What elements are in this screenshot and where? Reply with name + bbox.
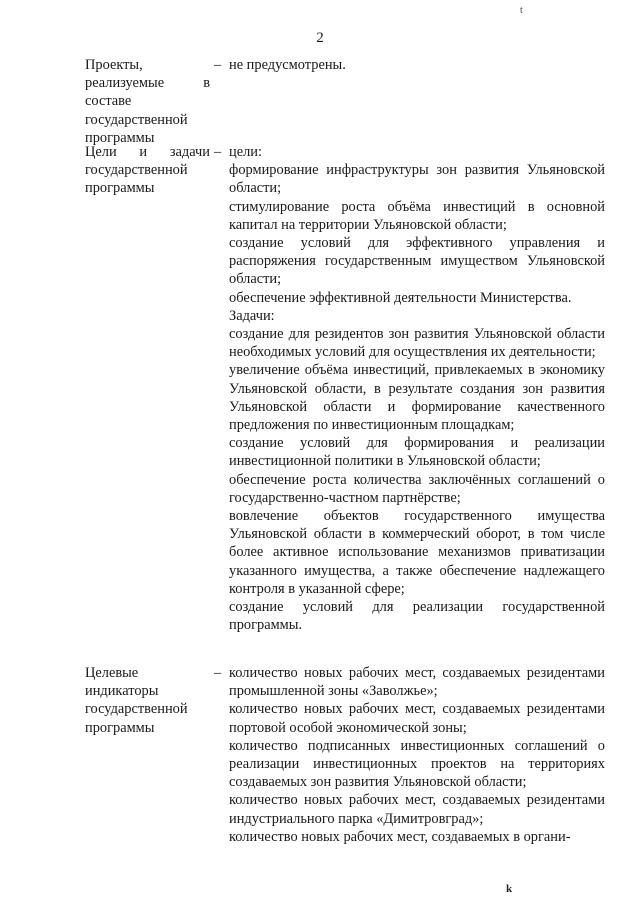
list-item: создание условий для реализации государственной программы. xyxy=(229,599,605,634)
list-item: количество новых рабочих мест, создаваемых резидентами индустриального парка «Димитровград»; xyxy=(229,792,605,827)
row-label: Целевые индикаторы государственной программы xyxy=(85,665,188,736)
row-dash: – xyxy=(214,57,222,73)
list-item: обеспечение эффективной деятельности Министерства. xyxy=(229,289,572,306)
list-item: создание условий для формирования и реализации инвестиционной политики в Ульяновской области; xyxy=(229,435,605,470)
bottom-mark: k xyxy=(506,883,513,895)
list-item: цели: xyxy=(229,144,262,160)
list-item: не предусмотрены. xyxy=(229,57,346,73)
row-content xyxy=(229,56,605,74)
list-item: увеличение объёма инвестиций, привлекаемых в экономику Ульяновской области, в результате создания зон развития Ульяновской области и формирование качественного предложения по инвестиционным площадкам; xyxy=(229,362,605,434)
list-item: количество подписанных инвестиционных соглашений о реализации инвестиционных проектов на территориях создаваемых зон развития Ульяновской области; xyxy=(229,737,605,791)
row-label: Проекты, реализуемые в составе государственной программы xyxy=(85,57,210,146)
list-item: стимулирование роста объёма инвестиций в основной капитал на территории Ульяновской области; xyxy=(229,198,605,233)
list-item: вовлечение объектов государственного имущества Ульяновской области в коммерческий оборот, в том числе более активное использование механизмов приватизации указанного имущества, а также обеспечение надлежащего контроля в указанной сфере; xyxy=(229,508,605,597)
list-item: формирование инфраструктуры зон развития Ульяновской области; xyxy=(229,162,605,197)
row-dash: – xyxy=(214,144,222,160)
row-dash: – xyxy=(214,665,222,681)
row-content xyxy=(229,143,605,634)
list-item: количество новых рабочих мест, создаваемых в органи- xyxy=(229,828,571,845)
list-item: создание для резидентов зон развития Ульяновской области необходимых условий для осуществления их деятельности; xyxy=(229,326,605,361)
page-number: 2 xyxy=(316,30,324,46)
row-content xyxy=(229,664,605,846)
list-item: Задачи: xyxy=(229,307,275,324)
list-item: количество новых рабочих мест, создаваемых резидентами портовой особой экономической зоны; xyxy=(229,701,605,736)
row-label: Цели и задачи государственной программы xyxy=(85,144,210,197)
list-item: количество новых рабочих мест, создаваемых резидентами промышленной зоны «Заволжье»; xyxy=(229,665,605,700)
list-item: создание условий для эффективного управления и распоряжения государственным имуществом Ульяновской области; xyxy=(229,235,605,288)
list-item: обеспечение роста количества заключённых соглашений о государственно-частном партнёрстве; xyxy=(229,471,605,506)
corner-mark: t xyxy=(520,5,523,16)
